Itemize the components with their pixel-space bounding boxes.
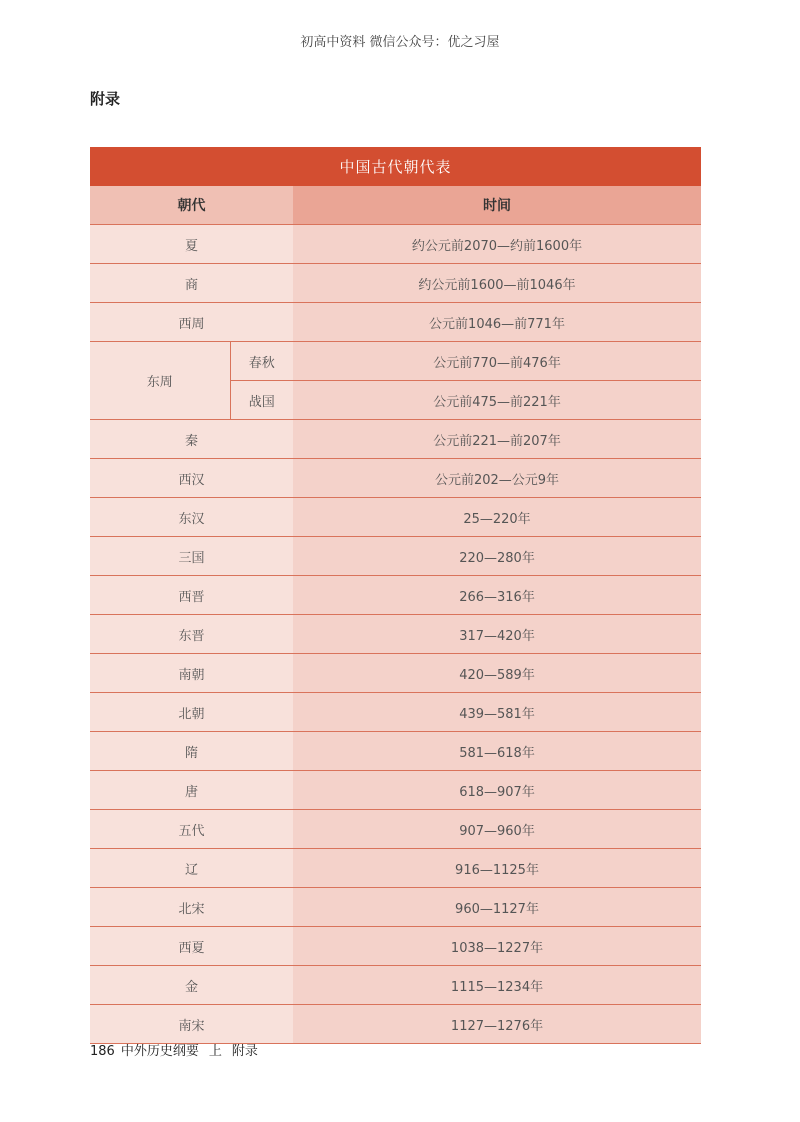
dynasty-table-container: [90, 147, 701, 1044]
volume-label: 上: [208, 1044, 222, 1059]
dynasty-name: 西夏: [90, 927, 293, 966]
dynasty-name: 商: [90, 264, 293, 303]
dynasty-time: 公元前221—前207年: [293, 420, 701, 459]
table-row: [90, 693, 701, 732]
dynasty-time: 1115—1234年: [293, 966, 701, 1005]
dynasty-name: 隋: [90, 732, 293, 771]
dynasty-name: 北宋: [90, 888, 293, 927]
page-header: 初高中资料 微信公众号：优之习屋: [300, 35, 500, 50]
dynasty-name: 东晋: [90, 615, 293, 654]
dynasty-time: 317—420年: [293, 615, 701, 654]
dynasty-time: 266—316年: [293, 576, 701, 615]
dynasty-time: 581—618年: [293, 732, 701, 771]
table-row: [90, 225, 701, 264]
sub-period-name: 春秋: [230, 342, 293, 381]
dynasty-name: 北朝: [90, 693, 293, 732]
dynasty-time: 220—280年: [293, 537, 701, 576]
dynasty-time: 960—1127年: [293, 888, 701, 927]
dynasty-time: 907—960年: [293, 810, 701, 849]
dynasty-time: 1038—1227年: [293, 927, 701, 966]
dynasty-time: 618—907年: [293, 771, 701, 810]
dynasty-name: 秦: [90, 420, 293, 459]
dynasty-name: 辽: [90, 849, 293, 888]
dynasty-name: 夏: [90, 225, 293, 264]
column-header-time: 时间: [293, 186, 701, 225]
table-row: [90, 771, 701, 810]
table-row: [90, 459, 701, 498]
dynasty-name: 东汉: [90, 498, 293, 537]
dynasty-time: 约公元前2070—约前1600年: [293, 225, 701, 264]
dynasty-name-dongzhou: 东周: [90, 342, 230, 420]
dynasty-time: 公元前770—前476年: [293, 342, 701, 381]
dynasty-name: 西晋: [90, 576, 293, 615]
table-row: [90, 849, 701, 888]
table-row: [90, 576, 701, 615]
dynasty-name: 唐: [90, 771, 293, 810]
dynasty-time: 439—581年: [293, 693, 701, 732]
column-header-dynasty: 朝代: [90, 186, 293, 225]
dynasty-name: 三国: [90, 537, 293, 576]
dynasty-time: 公元前202—公元9年: [293, 459, 701, 498]
table-row: [90, 615, 701, 654]
table-caption: 中国古代朝代表: [90, 147, 701, 186]
table-row: [90, 927, 701, 966]
dynasty-time: 420—589年: [293, 654, 701, 693]
table-row: [90, 498, 701, 537]
table-header-row: [90, 186, 701, 225]
table-row: [90, 420, 701, 459]
table-row: [90, 264, 701, 303]
page-footer: [90, 1040, 258, 1059]
table-row: [90, 537, 701, 576]
sub-period-name: 战国: [230, 381, 293, 420]
dynasty-name: 五代: [90, 810, 293, 849]
table-row: [90, 303, 701, 342]
section-title: 附录: [90, 90, 121, 108]
footer-section: 附录: [231, 1044, 258, 1059]
dynasty-name: 南朝: [90, 654, 293, 693]
table-row: [90, 888, 701, 927]
dynasty-time: 约公元前1600—前1046年: [293, 264, 701, 303]
table-row: [90, 810, 701, 849]
dynasty-name: 南宋: [90, 1005, 293, 1044]
dynasty-time: 公元前1046—前771年: [293, 303, 701, 342]
table-row: [90, 966, 701, 1005]
dynasty-time: 916—1125年: [293, 849, 701, 888]
dynasty-time: 1127—1276年: [293, 1005, 701, 1044]
dynasty-time: 公元前475—前221年: [293, 381, 701, 420]
table-row: [90, 654, 701, 693]
table-row: [90, 342, 701, 381]
table-caption-row: [90, 147, 701, 186]
dynasty-name: 金: [90, 966, 293, 1005]
table-row: [90, 732, 701, 771]
page-number: 186: [90, 1044, 115, 1059]
book-title: 中外历史纲要: [120, 1044, 199, 1059]
dynasty-table: [90, 147, 701, 1044]
dynasty-name: 西周: [90, 303, 293, 342]
dynasty-time: 25—220年: [293, 498, 701, 537]
dynasty-name: 西汉: [90, 459, 293, 498]
table-row: [90, 1005, 701, 1044]
